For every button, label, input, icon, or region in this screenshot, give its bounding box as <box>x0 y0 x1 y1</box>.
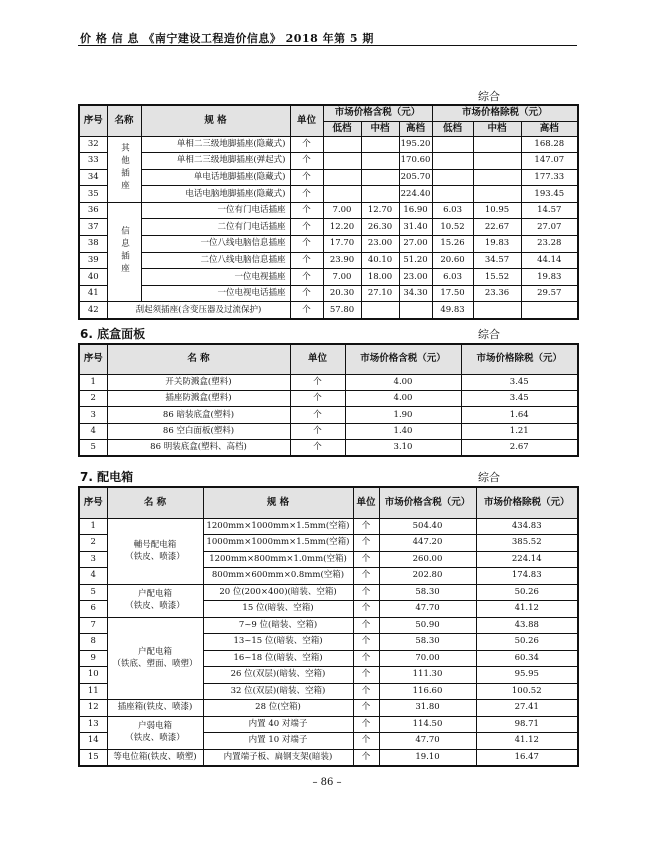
spec-cell: 15 位(暗装、空箱) <box>203 601 353 618</box>
table-row <box>79 584 578 601</box>
group-name <box>107 716 203 749</box>
spec-cell: 1200mm×800mm×1.0mm(空箱) <box>203 551 353 568</box>
row-number: 13 <box>79 716 107 733</box>
price-t-mid <box>361 186 399 203</box>
row-number: 7 <box>79 617 107 634</box>
price-tax: 260.00 <box>379 551 476 568</box>
spec-cell: 一位有门电话插座 <box>141 202 290 219</box>
price-notax: 224.14 <box>476 551 578 568</box>
table-row <box>79 374 578 390</box>
price-n-mid: 15.52 <box>473 269 521 286</box>
table-row <box>79 716 578 733</box>
price-notax: 434.83 <box>476 518 578 535</box>
price-notax: 2.67 <box>461 440 578 456</box>
price-n-high: 14.57 <box>521 202 578 219</box>
group-label-line: 户配电箱 <box>137 589 172 600</box>
table-row <box>79 302 578 319</box>
price-t-low: 23.90 <box>323 252 361 269</box>
row-number: 9 <box>79 650 107 667</box>
spec-cell: 800mm×600mm×0.8mm(空箱) <box>203 568 353 585</box>
price-notax: 41.12 <box>476 601 578 618</box>
spec-cell: 二位有门电话插座 <box>141 219 290 236</box>
price-n-low <box>432 153 473 170</box>
price-notax: 100.52 <box>476 683 578 700</box>
price-n-high: 147.07 <box>521 153 578 170</box>
price-t-low: 7.00 <box>323 269 361 286</box>
header-rule <box>78 45 577 46</box>
price-n-high: 168.28 <box>521 136 578 153</box>
col-notax-low: 低档 <box>432 121 473 136</box>
price-t-low: 20.30 <box>323 285 361 302</box>
section-6-area-label: 综合 <box>478 328 500 341</box>
row-number: 2 <box>79 535 107 552</box>
spec-cell: 7~9 位(暗装、空箱) <box>203 617 353 634</box>
col-tax-low: 低档 <box>323 121 361 136</box>
spec-cell: 1200mm×1000mm×1.5mm(空箱) <box>203 518 353 535</box>
price-t-mid: 27.10 <box>361 285 399 302</box>
price-n-low: 20.60 <box>432 252 473 269</box>
col-notax-high: 高档 <box>521 121 578 136</box>
unit-cell: 个 <box>290 269 323 286</box>
col-name: 名称 <box>107 105 141 136</box>
price-n-mid <box>473 169 521 186</box>
spec-cell: 二位八线电脑信息插座 <box>141 252 290 269</box>
group-name <box>107 136 141 202</box>
name-cell: 86 明装底盒(塑料、高档) <box>107 440 290 456</box>
price-t-high <box>399 302 432 319</box>
spec-cell: 内置端子板、扁钢支架(暗装) <box>203 749 353 766</box>
price-tax: 31.80 <box>379 700 476 717</box>
price-notax: 385.52 <box>476 535 578 552</box>
price-n-low: 17.50 <box>432 285 473 302</box>
socket-price-table <box>78 104 579 320</box>
price-t-high: 27.00 <box>399 236 432 253</box>
price-notax: 41.12 <box>476 733 578 750</box>
price-n-high: 193.45 <box>521 186 578 203</box>
price-t-low: 17.70 <box>323 236 361 253</box>
table-row <box>79 202 578 219</box>
price-t-high: 205.70 <box>399 169 432 186</box>
name-cell: 插座防溅盒(塑料) <box>107 390 290 406</box>
unit-cell: 个 <box>290 407 345 423</box>
table-row <box>79 169 578 186</box>
price-tax: 504.40 <box>379 518 476 535</box>
price-tax: 1.90 <box>345 407 461 423</box>
price-n-low: 15.26 <box>432 236 473 253</box>
col-price-notax: 市场价格除税（元） <box>461 344 578 374</box>
table-row <box>79 423 578 439</box>
row-number: 42 <box>79 302 107 319</box>
group-label-line: （铁皮、喷漆） <box>125 551 185 562</box>
price-t-mid: 12.70 <box>361 202 399 219</box>
name-cell: 开关防溅盒(塑料) <box>107 374 290 390</box>
price-n-high: 27.07 <box>521 219 578 236</box>
group-label-line: 户弱电箱 <box>137 721 172 732</box>
group-name <box>107 700 203 717</box>
price-t-low: 57.80 <box>323 302 361 319</box>
row-number: 32 <box>79 136 107 153</box>
price-t-mid <box>361 136 399 153</box>
row-number: 38 <box>79 236 107 253</box>
price-n-mid: 22.67 <box>473 219 521 236</box>
col-unit: 单位 <box>290 105 323 136</box>
spec-cell: 单相二三级地脚插座(隐藏式) <box>141 136 290 153</box>
price-t-high: 16.90 <box>399 202 432 219</box>
row-number: 37 <box>79 219 107 236</box>
table-row <box>79 252 578 269</box>
price-n-low: 6.03 <box>432 269 473 286</box>
col-price-tax: 市场价格含税（元） <box>379 487 476 518</box>
price-n-high: 177.33 <box>521 169 578 186</box>
col-spec: 规 格 <box>203 487 353 518</box>
price-tax: 47.70 <box>379 733 476 750</box>
row-number: 10 <box>79 667 107 684</box>
price-tax: 47.70 <box>379 601 476 618</box>
row-number: 33 <box>79 153 107 170</box>
row-number: 5 <box>79 584 107 601</box>
group-label-line: 輔号配电箱 <box>133 539 177 550</box>
group-name <box>107 617 203 700</box>
price-t-high: 170.60 <box>399 153 432 170</box>
group-name <box>107 749 203 766</box>
group-label: 其他插座 <box>119 142 130 193</box>
price-notax: 3.45 <box>461 374 578 390</box>
group-label-line: （铁底、塑面、喷塑） <box>112 658 198 669</box>
col-spec: 规 格 <box>141 105 290 136</box>
col-tax-high: 高档 <box>399 121 432 136</box>
col-price-tax: 市场价格含税（元） <box>323 105 432 121</box>
price-n-low: 49.83 <box>432 302 473 319</box>
spec-cell: 32 位(双层)(暗装、空箱) <box>203 683 353 700</box>
row-number: 15 <box>79 749 107 766</box>
price-tax: 4.00 <box>345 374 461 390</box>
price-n-low <box>432 136 473 153</box>
name-cell: 86 空白面板(塑料) <box>107 423 290 439</box>
price-tax: 70.00 <box>379 650 476 667</box>
group-name <box>107 202 141 302</box>
table-row <box>79 136 578 153</box>
spec-cell: 28 位(空箱) <box>203 700 353 717</box>
unit-cell: 个 <box>353 733 379 750</box>
row-number: 11 <box>79 683 107 700</box>
price-t-mid: 26.30 <box>361 219 399 236</box>
row-number: 34 <box>79 169 107 186</box>
group-name <box>107 518 203 584</box>
spec-cell: 26 位(双层)(暗装、空箱) <box>203 667 353 684</box>
name-cell: 86 暗装底盒(塑料) <box>107 407 290 423</box>
col-no: 序号 <box>79 487 107 518</box>
unit-cell: 个 <box>290 302 323 319</box>
unit-cell: 个 <box>353 634 379 651</box>
price-tax: 58.30 <box>379 584 476 601</box>
price-t-mid <box>361 169 399 186</box>
price-notax: 27.41 <box>476 700 578 717</box>
unit-cell: 个 <box>353 716 379 733</box>
row-number: 1 <box>79 374 107 390</box>
spec-cell: 刮起须插座(含变压器及过流保护) <box>107 302 290 319</box>
row-number: 6 <box>79 601 107 618</box>
group-name <box>107 584 203 617</box>
table-row <box>79 236 578 253</box>
price-t-low: 12.20 <box>323 219 361 236</box>
spec-cell: 16~18 位(暗装、空箱) <box>203 650 353 667</box>
row-number: 12 <box>79 700 107 717</box>
price-t-mid <box>361 302 399 319</box>
col-name: 名 称 <box>107 487 203 518</box>
table-row <box>79 700 578 717</box>
price-tax: 111.30 <box>379 667 476 684</box>
price-notax: 95.95 <box>476 667 578 684</box>
spec-cell: 一位电视插座 <box>141 269 290 286</box>
row-number: 36 <box>79 202 107 219</box>
price-notax: 50.26 <box>476 634 578 651</box>
price-notax: 1.64 <box>461 407 578 423</box>
unit-cell: 个 <box>353 551 379 568</box>
page-header: 价 格 信 息 《南宁建设工程造价信息》 2018 年第 5 期 <box>80 32 374 45</box>
table-row <box>79 518 578 535</box>
price-t-high: 31.40 <box>399 219 432 236</box>
price-n-low: 6.03 <box>432 202 473 219</box>
price-tax: 1.40 <box>345 423 461 439</box>
table-row <box>79 390 578 406</box>
price-t-mid: 18.00 <box>361 269 399 286</box>
price-t-high: 224.40 <box>399 186 432 203</box>
table-row <box>79 219 578 236</box>
area-label: 综合 <box>478 90 500 103</box>
price-n-high: 29.57 <box>521 285 578 302</box>
box-panel-table <box>78 343 579 457</box>
price-n-mid <box>473 186 521 203</box>
row-number: 3 <box>79 551 107 568</box>
row-number: 5 <box>79 440 107 456</box>
price-notax: 98.71 <box>476 716 578 733</box>
price-tax: 4.00 <box>345 390 461 406</box>
table-row <box>79 285 578 302</box>
col-name: 名 称 <box>107 344 290 374</box>
group-label-line: 等电位箱(铁皮、喷塑) <box>113 751 197 762</box>
col-unit: 单位 <box>290 344 345 374</box>
unit-cell: 个 <box>353 749 379 766</box>
table-row <box>79 186 578 203</box>
price-tax: 19.10 <box>379 749 476 766</box>
price-n-mid <box>473 153 521 170</box>
group-label: 信息插座 <box>119 225 130 276</box>
col-price-tax: 市场价格含税（元） <box>345 344 461 374</box>
price-t-low: 7.00 <box>323 202 361 219</box>
unit-cell: 个 <box>290 236 323 253</box>
unit-cell: 个 <box>290 186 323 203</box>
row-number: 8 <box>79 634 107 651</box>
unit-cell: 个 <box>353 683 379 700</box>
col-no: 序号 <box>79 344 107 374</box>
row-number: 41 <box>79 285 107 302</box>
col-price-notax: 市场价格除税（元） <box>476 487 578 518</box>
price-t-low <box>323 186 361 203</box>
spec-cell: 一位八线电脑信息插座 <box>141 236 290 253</box>
unit-cell: 个 <box>290 423 345 439</box>
unit-cell: 个 <box>353 650 379 667</box>
unit-cell: 个 <box>290 153 323 170</box>
price-notax: 3.45 <box>461 390 578 406</box>
table-row <box>79 440 578 456</box>
unit-cell: 个 <box>290 252 323 269</box>
price-n-mid <box>473 136 521 153</box>
unit-cell: 个 <box>290 390 345 406</box>
spec-cell: 一位电视电话插座 <box>141 285 290 302</box>
table-row <box>79 407 578 423</box>
price-tax: 202.80 <box>379 568 476 585</box>
col-notax-mid: 中档 <box>473 121 521 136</box>
row-number: 4 <box>79 423 107 439</box>
price-n-high: 44.14 <box>521 252 578 269</box>
price-n-mid: 34.57 <box>473 252 521 269</box>
table-row <box>79 153 578 170</box>
row-number: 4 <box>79 568 107 585</box>
section-7-area-label: 综合 <box>478 471 500 484</box>
price-tax: 447.20 <box>379 535 476 552</box>
spec-cell: 内置 40 对端子 <box>203 716 353 733</box>
unit-cell: 个 <box>290 440 345 456</box>
unit-cell: 个 <box>353 601 379 618</box>
price-notax: 1.21 <box>461 423 578 439</box>
unit-cell: 个 <box>290 374 345 390</box>
row-number: 35 <box>79 186 107 203</box>
price-n-mid <box>473 302 521 319</box>
price-t-low <box>323 153 361 170</box>
unit-cell: 个 <box>290 202 323 219</box>
col-no: 序号 <box>79 105 107 136</box>
price-tax: 3.10 <box>345 440 461 456</box>
col-price-notax: 市场价格除税（元） <box>432 105 578 121</box>
unit-cell: 个 <box>290 285 323 302</box>
unit-cell: 个 <box>353 568 379 585</box>
col-tax-mid: 中档 <box>361 121 399 136</box>
price-t-mid: 40.10 <box>361 252 399 269</box>
spec-cell: 单电话地脚插座(隐藏式) <box>141 169 290 186</box>
group-label-line: （铁皮、喷漆） <box>125 733 185 743</box>
price-tax: 116.60 <box>379 683 476 700</box>
spec-cell: 单相二三级地脚插座(弹起式) <box>141 153 290 170</box>
price-notax: 50.26 <box>476 584 578 601</box>
price-t-low <box>323 136 361 153</box>
spec-cell: 13~15 位(暗装、空箱) <box>203 634 353 651</box>
row-number: 2 <box>79 390 107 406</box>
price-notax: 16.47 <box>476 749 578 766</box>
price-notax: 174.83 <box>476 568 578 585</box>
price-t-low <box>323 169 361 186</box>
price-n-high: 19.83 <box>521 269 578 286</box>
price-n-high <box>521 302 578 319</box>
row-number: 3 <box>79 407 107 423</box>
spec-cell: 电话电脑地脚插座(隐藏式) <box>141 186 290 203</box>
page-number: – 86 – <box>312 777 342 788</box>
unit-cell: 个 <box>290 136 323 153</box>
spec-cell: 1000mm×1000mm×1.5mm(空箱) <box>203 535 353 552</box>
distribution-box-table <box>78 486 579 767</box>
price-t-mid: 23.00 <box>361 236 399 253</box>
price-t-high: 34.30 <box>399 285 432 302</box>
price-t-high: 23.00 <box>399 269 432 286</box>
price-notax: 60.34 <box>476 650 578 667</box>
group-label-line: 插座箱(铁皮、喷漆) <box>117 702 193 713</box>
col-unit: 单位 <box>353 487 379 518</box>
table-row <box>79 749 578 766</box>
row-number: 1 <box>79 518 107 535</box>
table-row <box>79 617 578 634</box>
price-tax: 58.30 <box>379 634 476 651</box>
price-notax: 43.88 <box>476 617 578 634</box>
unit-cell: 个 <box>353 617 379 634</box>
price-n-high: 23.28 <box>521 236 578 253</box>
row-number: 14 <box>79 733 107 750</box>
row-number: 40 <box>79 269 107 286</box>
unit-cell: 个 <box>353 584 379 601</box>
table-row <box>79 269 578 286</box>
price-tax: 50.90 <box>379 617 476 634</box>
unit-cell: 个 <box>353 667 379 684</box>
group-label-line: 户配电箱 <box>137 646 172 657</box>
price-n-mid: 19.83 <box>473 236 521 253</box>
group-label-line: （铁皮、喷漆） <box>125 601 185 611</box>
spec-cell: 内置 10 对端子 <box>203 733 353 750</box>
price-n-low <box>432 186 473 203</box>
price-n-low <box>432 169 473 186</box>
spec-cell: 20 位(200×400)(暗装、空箱) <box>203 584 353 601</box>
price-n-mid: 23.36 <box>473 285 521 302</box>
section-7-title: 7. 配电箱 <box>80 470 134 484</box>
price-n-low: 10.52 <box>432 219 473 236</box>
unit-cell: 个 <box>353 535 379 552</box>
unit-cell: 个 <box>353 518 379 535</box>
unit-cell: 个 <box>290 219 323 236</box>
unit-cell: 个 <box>353 700 379 717</box>
unit-cell: 个 <box>290 169 323 186</box>
price-t-high: 51.20 <box>399 252 432 269</box>
price-n-mid: 10.95 <box>473 202 521 219</box>
price-t-mid <box>361 153 399 170</box>
price-tax: 114.50 <box>379 716 476 733</box>
section-6-title: 6. 底盒面板 <box>80 327 146 341</box>
row-number: 39 <box>79 252 107 269</box>
price-t-high: 195.20 <box>399 136 432 153</box>
